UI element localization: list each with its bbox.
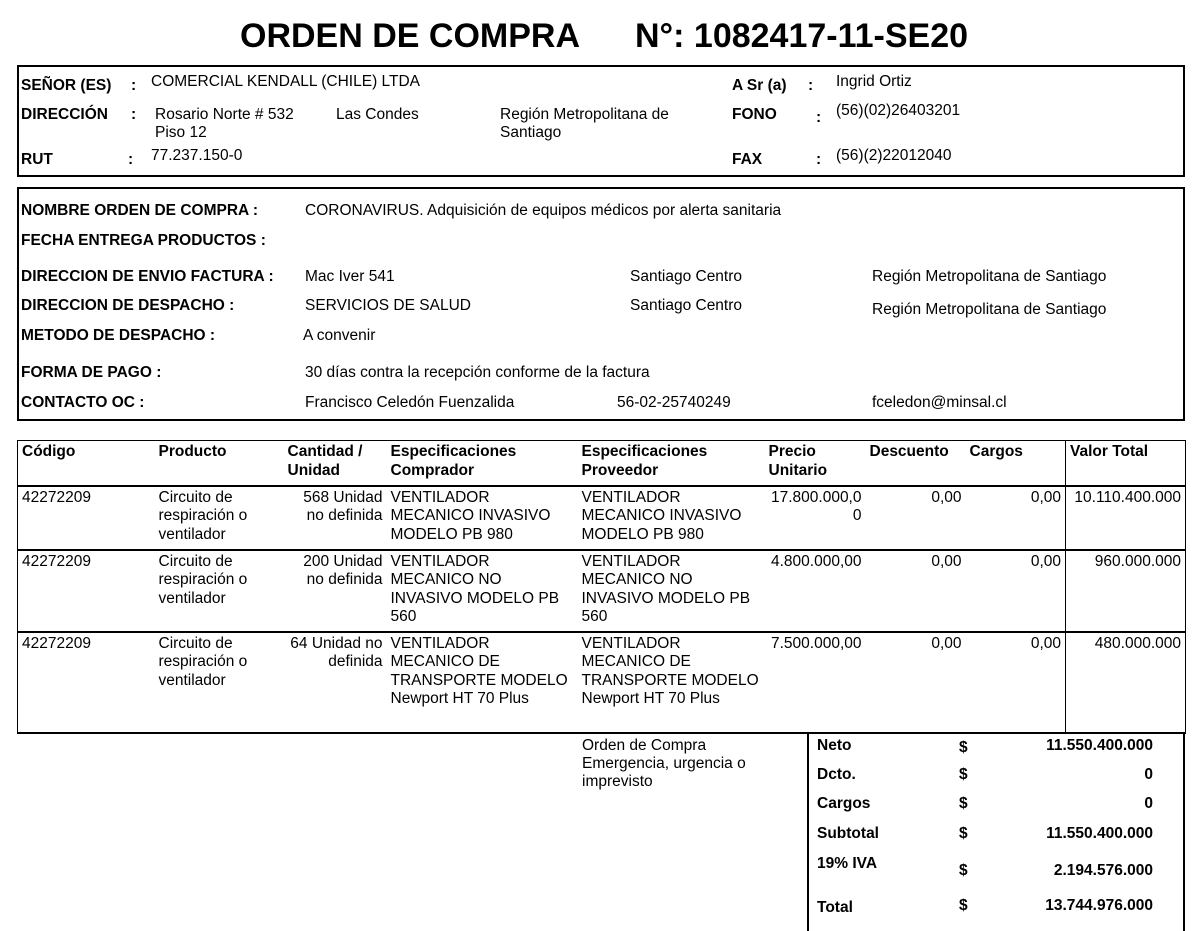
cell-esp-proveedor: VENTILADOR MECANICO INVASIVO MODELO PB 980 — [578, 486, 765, 550]
pago-label: FORMA DE PAGO : — [21, 364, 162, 381]
asr-value: Ingrid Ortiz — [836, 73, 912, 90]
total-label: Total — [817, 899, 853, 916]
currency-symbol: $ — [959, 795, 968, 812]
items-table — [17, 440, 1186, 734]
cell-codigo: 42272209 — [18, 632, 155, 733]
contacto-label: CONTACTO OC : — [21, 394, 145, 411]
cell-esp-comprador: VENTILADOR MECANICO INVASIVO MODELO PB 980 — [387, 486, 578, 550]
cell-cantidad: 568 Unidad no definida — [284, 486, 387, 550]
totals-section — [807, 732, 1185, 931]
rut-label: RUT — [21, 151, 53, 168]
contacto-email: fceledon@minsal.cl — [872, 394, 1007, 411]
subtotal-label: Subtotal — [817, 825, 879, 842]
contacto-phone: 56-02-25740249 — [617, 394, 731, 411]
nombre-label: NOMBRE ORDEN DE COMPRA : — [21, 202, 259, 219]
colon: : — [131, 106, 137, 123]
cell-precio: 7.500.000,00 — [765, 632, 866, 733]
cell-producto: Circuito de respiración o ventilador — [155, 632, 284, 733]
fono-label: FONO — [732, 106, 777, 123]
table-header-row — [18, 441, 1186, 486]
fax-label: FAX — [732, 151, 763, 168]
rut-value: 77.237.150-0 — [151, 147, 243, 164]
colon: : — [131, 77, 137, 94]
cell-producto: Circuito de respiración o ventilador — [155, 550, 284, 632]
currency-symbol: $ — [959, 862, 968, 879]
direccion-label: DIRECCIÓN — [21, 106, 108, 123]
iva-value: 2.194.576.000 — [1053, 862, 1153, 879]
col-header: Especificaciones Proveedor — [578, 441, 765, 486]
total-value: 13.744.976.000 — [1045, 897, 1153, 914]
cell-cargos: 0,00 — [966, 632, 1066, 733]
vendor-name: COMERCIAL KENDALL (CHILE) LTDA — [151, 73, 421, 90]
currency-symbol: $ — [959, 766, 968, 783]
currency-symbol: $ — [959, 825, 968, 842]
nombre-value: CORONAVIRUS. Adquisición de equipos médicos por alerta sanitaria — [305, 202, 782, 219]
col-header: Cargos — [966, 441, 1066, 486]
col-header: Especificaciones Comprador — [387, 441, 578, 486]
cell-esp-comprador: VENTILADOR MECANICO DE TRANSPORTE MODELO Newport HT 70 Plus — [387, 632, 578, 733]
pago-value: 30 días contra la recepción conforme de la factura — [305, 364, 650, 381]
currency-symbol: $ — [959, 897, 968, 914]
col-header: Descuento — [866, 441, 966, 486]
dcto-value: 0 — [1144, 766, 1153, 783]
envio-region: Región Metropolitana de Santiago — [872, 268, 1107, 285]
cell-total: 480.000.000 — [1066, 632, 1186, 733]
table-row — [18, 486, 1186, 550]
envio-street: Mac Iver 541 — [305, 268, 395, 285]
cell-descuento: 0,00 — [866, 550, 966, 632]
colon: : — [816, 109, 822, 126]
iva-label: 19% IVA — [817, 855, 878, 872]
order-number: N°: 1082417-11-SE20 — [635, 17, 969, 55]
cell-esp-comprador: VENTILADOR MECANICO NO INVASIVO MODELO PB 560 — [387, 550, 578, 632]
cell-cantidad: 200 Unidad no definida — [284, 550, 387, 632]
fax-value: (56)(2)22012040 — [836, 147, 952, 164]
cell-descuento: 0,00 — [866, 486, 966, 550]
cell-codigo: 42272209 — [18, 550, 155, 632]
col-header: Producto — [155, 441, 284, 486]
subtotal-value: 11.550.400.000 — [1046, 825, 1153, 842]
cell-esp-proveedor: VENTILADOR MECANICO DE TRANSPORTE MODELO Newport HT 70 Plus — [578, 632, 765, 733]
dcto-label: Dcto. — [817, 766, 856, 783]
colon: : — [808, 77, 814, 94]
colon: : — [128, 151, 134, 168]
cell-codigo: 42272209 — [18, 486, 155, 550]
envio-comuna: Santiago Centro — [630, 268, 743, 285]
metodo-label: METODO DE DESPACHO : — [21, 327, 216, 344]
col-header: Cantidad / Unidad — [284, 441, 387, 486]
cell-precio: 4.800.000,00 — [765, 550, 866, 632]
vendor-region: Región Metropolitana de Santiago — [500, 106, 669, 141]
order-type-note: Orden de Compra Emergencia, urgencia o imprevisto — [582, 737, 746, 790]
neto-value: 11.550.400.000 — [1046, 737, 1153, 754]
document-title: ORDEN DE COMPRA — [240, 17, 581, 55]
currency-symbol: $ — [959, 739, 968, 756]
cell-total: 10.110.400.000 — [1066, 486, 1186, 550]
col-header: Código — [18, 441, 155, 486]
cargos-value: 0 — [1144, 795, 1153, 812]
colon: : — [816, 151, 822, 168]
cell-descuento: 0,00 — [866, 632, 966, 733]
table-row — [18, 550, 1186, 632]
cell-total: 960.000.000 — [1066, 550, 1186, 632]
cell-cantidad: 64 Unidad no definida — [284, 632, 387, 733]
envio-label: DIRECCION DE ENVIO FACTURA : — [21, 268, 274, 285]
cell-producto: Circuito de respiración o ventilador — [155, 486, 284, 550]
vendor-comuna: Las Condes — [336, 106, 419, 123]
neto-label: Neto — [817, 737, 852, 754]
cell-cargos: 0,00 — [966, 550, 1066, 632]
metodo-value: A convenir — [303, 327, 376, 344]
vendor-street: Rosario Norte # 532 Piso 12 — [155, 106, 294, 141]
fono-value: (56)(02)26403201 — [836, 102, 961, 119]
asr-label: A Sr (a) — [732, 77, 787, 94]
cell-cargos: 0,00 — [966, 486, 1066, 550]
contacto-name: Francisco Celedón Fuenzalida — [305, 394, 515, 411]
senor-label: SEÑOR (ES) — [21, 77, 112, 94]
despacho-comuna: Santiago Centro — [630, 297, 743, 314]
col-header: Precio Unitario — [765, 441, 866, 486]
col-header: Valor Total — [1066, 441, 1186, 486]
table-row — [18, 632, 1186, 733]
cell-precio: 17.800.000,00 — [765, 486, 866, 550]
fecha-label: FECHA ENTREGA PRODUCTOS : — [21, 232, 266, 249]
cell-esp-proveedor: VENTILADOR MECANICO NO INVASIVO MODELO PB 560 — [578, 550, 765, 632]
despacho-region: Región Metropolitana de Santiago — [872, 301, 1107, 318]
despacho-label: DIRECCION DE DESPACHO : — [21, 297, 235, 314]
cargos-label: Cargos — [817, 795, 871, 812]
despacho-street: SERVICIOS DE SALUD — [305, 297, 471, 314]
